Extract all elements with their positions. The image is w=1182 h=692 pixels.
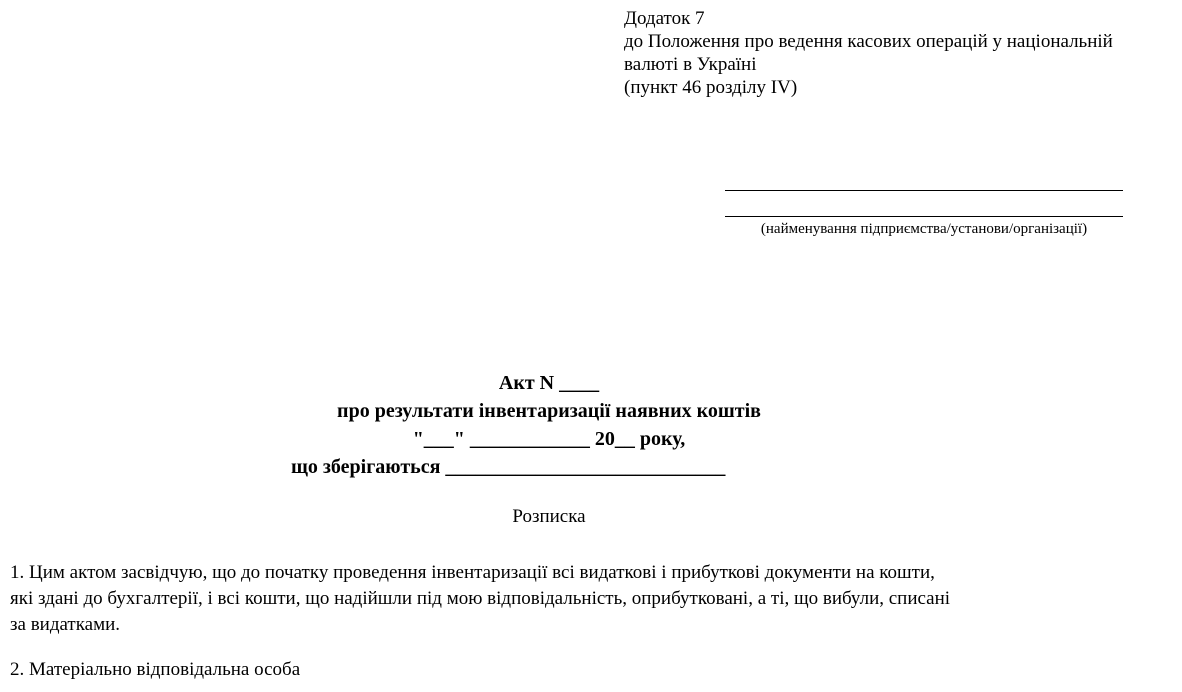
paragraph-1-line-3: за видатками.: [10, 614, 121, 635]
appendix-header: [624, 7, 1113, 99]
organization-blank-line-2: [725, 216, 1123, 217]
act-number: Акт N ____: [498, 372, 600, 394]
organization-caption: (найменування підприємства/установи/організації): [760, 221, 1088, 237]
receipt-heading: Розписка: [512, 506, 586, 527]
appendix-reference-cont: валюті в Україні: [624, 54, 757, 75]
paragraph-2-line-1: 2. Матеріально відповідальна особа: [10, 659, 301, 680]
act-title: [280, 369, 818, 481]
act-subject: про результати інвентаризації наявних коштів: [337, 400, 761, 422]
organization-field: [725, 190, 1123, 238]
paragraph-2: [10, 657, 300, 683]
appendix-clause: (пункт 46 розділу IV): [624, 77, 798, 98]
paragraph-1-line-2: які здані до бухгалтерії, і всі кошти, що надійшли під мою відповідальність, оприбутковані, а ті, що вибули, списані: [10, 588, 951, 609]
organization-blank-line-1: [725, 190, 1123, 191]
appendix-number: Додаток 7: [624, 8, 705, 29]
appendix-reference: до Положення про ведення касових операцій у національній: [624, 31, 1113, 52]
act-storage-location: що зберігаються ____________________________: [291, 456, 726, 478]
paragraph-1: [10, 560, 950, 638]
act-date: "___" ____________ 20__ року,: [412, 428, 686, 450]
paragraph-1-line-1: 1. Цим актом засвідчую, що до початку проведення інвентаризації всі видаткові і прибуткові документи на кошти,: [10, 562, 935, 583]
